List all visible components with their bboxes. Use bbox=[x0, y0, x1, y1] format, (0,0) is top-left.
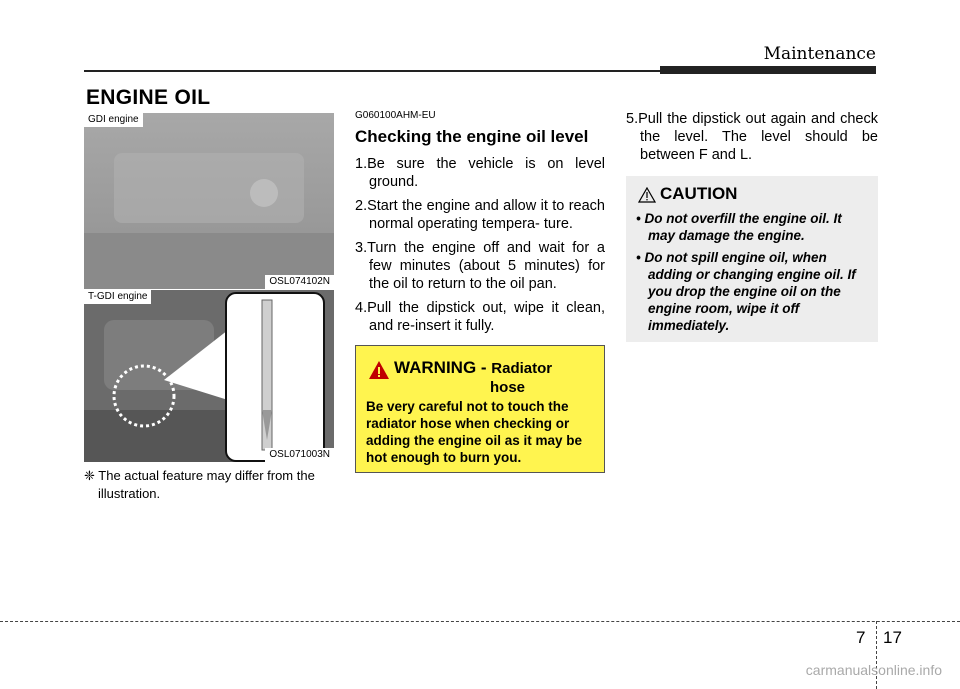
procedure-column bbox=[355, 110, 605, 341]
step-item: 4.Pull the dipstick out, wipe it clean, and re-insert it fully. bbox=[355, 300, 605, 334]
dipstick-illustration-icon bbox=[84, 290, 334, 462]
step-item: 3.Turn the engine off and wait for a few minutes (about 5 minutes) for the oil to return to the oil pan. bbox=[355, 240, 605, 292]
caution-item: • Do not spill engine oil, when adding or changing engine oil. If you drop the engine oil on the engine room, wipe it off immediately. bbox=[636, 250, 856, 333]
caution-item: • Do not overfill the engine oil. It may damage the engine. bbox=[636, 211, 842, 243]
photo1-label: GDI engine bbox=[84, 113, 143, 127]
warning-heading bbox=[394, 359, 552, 397]
note-symbol-icon: ❈ bbox=[84, 468, 95, 483]
header-rule-thin bbox=[84, 70, 660, 72]
chapter-number: 7 bbox=[856, 628, 866, 647]
caption-line1: The actual feature may differ from the bbox=[94, 468, 315, 483]
footer-divider bbox=[876, 621, 877, 689]
step5-text: 5.Pull the dipstick out again and check the level. The level should be between F and L. bbox=[626, 111, 878, 163]
warning-box bbox=[355, 345, 605, 473]
warning-text: Be very careful not to touch the radiator hose when checking or adding the engine oil as it may be hot enough to burn you. bbox=[366, 399, 583, 465]
watermark: carmanualsonline.info bbox=[805, 662, 942, 678]
step5-column bbox=[626, 110, 878, 164]
caution-heading: CAUTION bbox=[660, 184, 738, 203]
photo1-code: OSL074102N bbox=[265, 275, 334, 289]
caution-triangle-icon bbox=[638, 187, 656, 203]
procedure-steps bbox=[355, 155, 605, 335]
warning-label: WARNING - bbox=[394, 358, 487, 377]
procedure-title: Checking the engine oil level bbox=[355, 127, 589, 146]
figure-caption bbox=[84, 467, 334, 503]
section-title: ENGINE OIL bbox=[86, 86, 211, 109]
engine-illustration-icon bbox=[84, 113, 334, 289]
running-header: Maintenance bbox=[763, 44, 876, 64]
warning-subject-line2: hose bbox=[490, 379, 526, 396]
caution-list bbox=[636, 210, 870, 339]
warning-subject-line1: Radiator bbox=[491, 360, 553, 377]
photo2-code: OSL071003N bbox=[265, 448, 334, 462]
page-number: 17 bbox=[883, 628, 902, 647]
caption-line2: illustration. bbox=[98, 486, 161, 501]
photo2-label: T-GDI engine bbox=[84, 290, 151, 304]
footer-rule bbox=[0, 621, 960, 622]
procedure-code: G060100AHM-EU bbox=[355, 110, 436, 121]
header-rule-thick bbox=[660, 66, 876, 74]
warning-triangle-icon bbox=[368, 360, 390, 380]
step-item: 2.Start the engine and allow it to reach normal operating tempera- ture. bbox=[355, 198, 605, 232]
caution-box bbox=[626, 176, 878, 342]
gdi-engine-photo bbox=[84, 113, 334, 289]
tgdi-engine-photo bbox=[84, 290, 334, 462]
step-item: 1.Be sure the vehicle is on level ground. bbox=[355, 156, 605, 190]
